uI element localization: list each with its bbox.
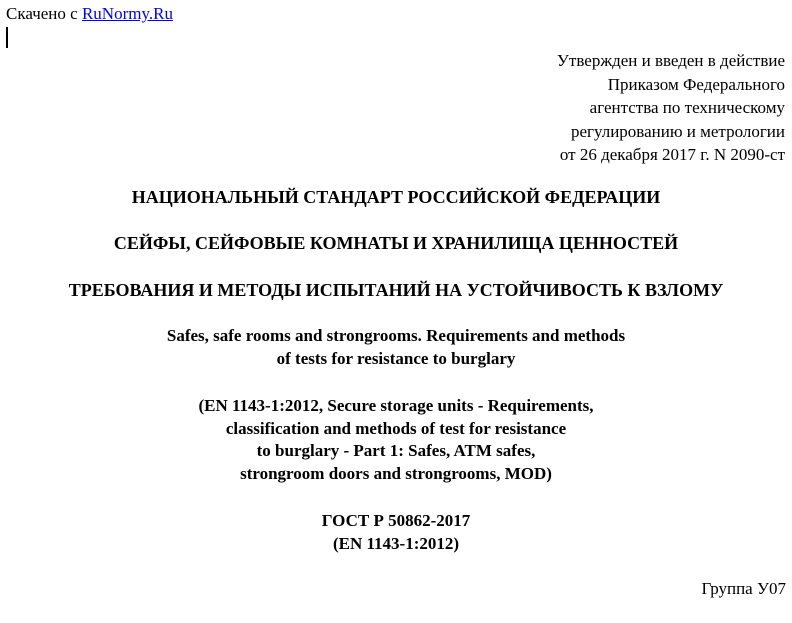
title-en-line: Safes, safe rooms and strongrooms. Requirements and methods bbox=[166, 326, 626, 345]
approval-line: Утвержден и введен в действие bbox=[556, 51, 785, 70]
text-cursor bbox=[6, 27, 8, 48]
approval-line: от 26 декабря 2017 г. N 2090-ст bbox=[559, 145, 785, 165]
subtitle-ru-heading: ТРЕБОВАНИЯ И МЕТОДЫ ИСПЫТАНИЙ НА УСТОЙЧИВОСТЬ К ВЗЛОМУ bbox=[68, 280, 724, 300]
approval-line: Приказом Федерального bbox=[607, 74, 785, 94]
en-designation: (EN 1143-1:2012) bbox=[332, 533, 460, 553]
approval-line: регулированию и метрологии bbox=[570, 121, 785, 141]
source-line bbox=[6, 4, 173, 24]
group-code: Группа У07 bbox=[701, 579, 786, 598]
en-reference-line: classification and methods of test for resistance bbox=[225, 418, 567, 438]
approval-block bbox=[557, 49, 785, 167]
en-reference-line: to burglary - Part 1: Safes, ATM safes, bbox=[256, 441, 536, 460]
gost-designation: ГОСТ Р 50862-2017 bbox=[321, 511, 471, 530]
en-reference-line: strongroom doors and strongrooms, MOD) bbox=[240, 463, 552, 483]
en-reference-line: (EN 1143-1:2012, Secure storage units - Requirements, bbox=[198, 396, 594, 415]
designation-block bbox=[0, 510, 792, 555]
runormy-link[interactable]: RuNormy.Ru bbox=[81, 4, 173, 23]
en-reference bbox=[0, 395, 792, 485]
source-prefix: Скачено с bbox=[6, 4, 82, 23]
title-en-line: of tests for resistance to burglary bbox=[276, 348, 516, 368]
title-en bbox=[0, 325, 792, 370]
standard-type-heading: НАЦИОНАЛЬНЫЙ СТАНДАРТ РОССИЙСКОЙ ФЕДЕРАЦИИ bbox=[131, 187, 661, 207]
title-ru-heading: СЕЙФЫ, СЕЙФОВЫЕ КОМНАТЫ И ХРАНИЛИЩА ЦЕННОСТЕЙ bbox=[113, 233, 679, 253]
approval-line: агентства по техническому bbox=[589, 98, 785, 118]
